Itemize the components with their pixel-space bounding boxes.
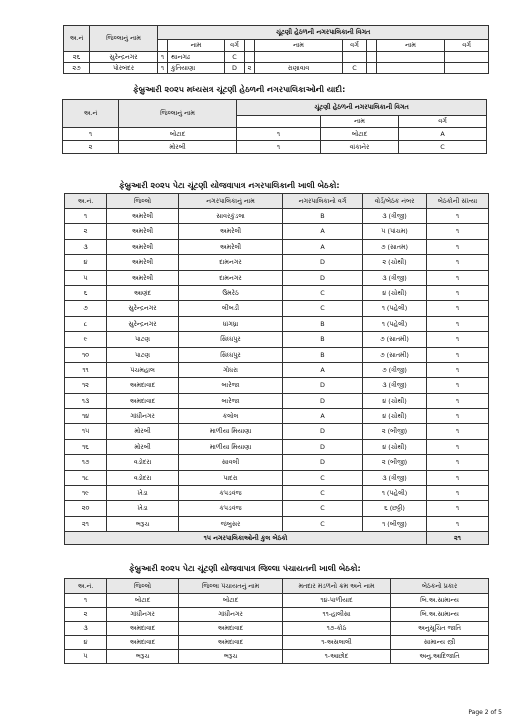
cell-dist: ભરૂચ	[107, 650, 179, 664]
table-row	[65, 209, 489, 224]
cell-const: ૧-અસલાલી	[283, 636, 391, 650]
cell-type: બિ.અ.સામાન્ય	[391, 594, 489, 608]
table-row	[65, 347, 489, 362]
cell-sn: ૪	[65, 636, 107, 650]
cell-dist: ગાંધીનગર	[107, 608, 179, 622]
cell-dist: મોરબી	[107, 439, 179, 454]
cell-sn: ૪	[65, 255, 107, 270]
cell-dp: અમદાવાદ	[179, 636, 283, 650]
cell-seats: ૧	[427, 239, 489, 254]
cell-sn: ૨	[65, 608, 107, 622]
table-row	[65, 239, 489, 254]
cell-ward: ૭ (સાતમ)	[363, 239, 427, 254]
cell-cls: C	[283, 301, 363, 316]
cell-seats: ૧	[427, 332, 489, 347]
cell-const: ૧૭-કોઠ	[283, 622, 391, 636]
table-row: ૨૬ સુરેન્દ્રનગર ૧ થાનગઢ C	[64, 52, 489, 63]
cell-muni: માળીયા મિયાણા	[179, 439, 283, 454]
table-row	[65, 516, 489, 531]
cell-seats: ૧	[427, 486, 489, 501]
cell-dist: આણંદ	[107, 285, 179, 300]
name-header: નામ	[255, 40, 343, 52]
cell-muni: દામનગર	[179, 255, 283, 270]
cell-muni: લીંબડી	[179, 301, 283, 316]
cell-cls: C	[283, 516, 363, 531]
cell-sn: ૫	[65, 270, 107, 285]
class-header: વર્ગ	[225, 40, 245, 52]
cell-muni: ગોધરા	[179, 362, 283, 377]
cell-seats: ૧	[427, 455, 489, 470]
cell-sn: ૧૪	[65, 409, 107, 424]
cell-cls: C	[283, 285, 363, 300]
midterm-municipality-table: અ.નં જિલ્લાનું નામ ચૂંટણી હેઠળની નગરપાલિકાની વિગત નામ વર્ગ ૧ બોટાદ ૧ બોટાદ A ૨ મોરબી ૧ વાંકાનેર C	[62, 99, 487, 154]
cell-dist: અમરેલી	[107, 255, 179, 270]
cell-dp: અમદાવાદ	[179, 622, 283, 636]
cell-ward: ૨ (ચોથી)	[363, 255, 427, 270]
table-row	[65, 393, 489, 408]
cell-dist: ગાંધીનગર	[107, 409, 179, 424]
cell-ward: ૩ (ત્રીજી)	[363, 470, 427, 485]
table-row	[65, 650, 489, 664]
cell-ward: ૪ (ચોથી)	[363, 285, 427, 300]
sn-header: અ.નં	[64, 26, 90, 52]
class-header: વર્ગ	[343, 40, 367, 52]
cell-dist: પાટણ	[107, 347, 179, 362]
table-row	[65, 316, 489, 331]
cell-sn: ૧૫	[65, 424, 107, 439]
cell-muni: જંબુસર	[179, 516, 283, 531]
bypoll-municipality-heading: ફેબ્રુઆરી ૨૦૨૫ પેટા ચૂંટણી યોજવાપાત્ર નગરપાલિકાની ખાલી બેઠકો:	[119, 181, 340, 190]
cell-cls: B	[283, 347, 363, 362]
cell-muni: કપડવંજ	[179, 501, 283, 516]
cell-cls: D	[283, 255, 363, 270]
cell-type: અનુ.આદિજાતિ	[391, 650, 489, 664]
table-row	[65, 486, 489, 501]
cell-cls: B	[283, 332, 363, 347]
cell-muni: ઉમરેઠ	[179, 285, 283, 300]
cell-muni: સાવલી	[179, 455, 283, 470]
cell-ward: ૨ (બીજી)	[363, 424, 427, 439]
cell-type: સામાન્ય સ્ત્રી	[391, 636, 489, 650]
cell-cls: D	[283, 439, 363, 454]
cell-dist: અમદાવાદ	[107, 378, 179, 393]
cell-seats: ૧	[427, 347, 489, 362]
table-row	[65, 608, 489, 622]
cell-muni: સાવરકુંડલા	[179, 209, 283, 224]
cell-cls: D	[283, 424, 363, 439]
table-row	[65, 301, 489, 316]
bypoll-municipality-table: અ.નં. જિલ્લો નગરપાલિકાનું નામ નગરપાલિકાનો વર્ગ વોર્ડ/બેઠક નંબર બેઠકોની સંખ્યા ૧ અમરેલી સાવરકુંડલા B ૩ (ત્રીજી) ૧ ૨ અમરેલી અમરેલી A ૫ (પાંચમ) ૧ ૩ અમરેલી અમરેલી A ૭ (સાતમ) ૧ ૪ અમરેલી દામનગર D ૨ (ચોથી) ૧ ૫ અમરેલી દામનગર D ૩ (ત્રીજી) ૧ ૬ આણંદ ઉમરેઠ C ૪ (ચોથી) ૧ ૭ સુરેન્દ્રનગર લીંબડી C ૧ (પહેલી) ૧ ૮ સુરેન્દ્રનગર ધાંગધ્રા B ૧ (પહેલી) ૧ ૯ પાટણ સિધ્ધપુર B ૭ (સાતમી) ૧ ૧૦ પાટણ સિધ્ધપુર B ૭ (સાતમી) ૧ ૧૧ પંચમહાલ ગોધરા A ૭ (ત્રીજી) ૧ ૧૨ અમદાવાદ બારેજા D ૩ (ત્રીજી) ૧ ૧૩ અમદાવાદ બારેજા D ૪ (ચોથી) ૧ ૧૪ ગાંધીનગર કલોલ A ૪ (ચોથી) ૧ ૧૫ મોરબી માળીયા મિયાણા D ૨ (બીજી) ૧ ૧૬ મોરબી માળીયા મિયાણા D ૪ (ચોથી) ૧ ૧૭ વડોદરા સાવલી D ૨ (બીજી) ૧ ૧૮ વડોદરા પાદરા C ૩ (ત્રીજી) ૧ ૧૯ ખેડા કપડવંજ C ૧ (પહેલી) ૧ ૨૦ ખેડા કપડવંજ C ૬ (છઠ્ઠી) ૧ ૨૧ ભરૂચ જંબુસર C ૧ (બીજી) ૧ ૧૫ નગરપાલિકાઓની કુલ બેઠકો ૨૧	[64, 193, 489, 545]
table-row	[65, 378, 489, 393]
cell-seats: ૧	[427, 209, 489, 224]
cell-sn: ૧	[65, 209, 107, 224]
cell-sn: ૧૮	[65, 470, 107, 485]
cell-ward: ૧ (પહેલી)	[363, 316, 427, 331]
name-header: નામ	[168, 40, 225, 52]
cell-cls: A	[283, 239, 363, 254]
table-row	[65, 424, 489, 439]
cell-type: અનુસૂચિત જાતિ	[391, 622, 489, 636]
midterm-heading: ફેબ્રુઆરી ૨૦૨૫ મધ્યસત્ર ચૂંટણી હેઠળની નગરપાલિકાઓની યાદી:	[133, 85, 346, 94]
cell-seats: ૧	[427, 316, 489, 331]
cell-seats: ૧	[427, 439, 489, 454]
cell-sn: ૯	[65, 332, 107, 347]
cell-sn: ૧૧	[65, 362, 107, 377]
table-row: ૨૭ પોરબંદર ૧ કુતિયાણા D ૨ રાણાવાવ C	[64, 63, 489, 74]
cell-cls: C	[283, 470, 363, 485]
cell-muni: પાદરા	[179, 470, 283, 485]
cell-ward: ૨ (બીજી)	[363, 455, 427, 470]
cell-sn: ૧૨	[65, 378, 107, 393]
table-row: ૨ મોરબી ૧ વાંકાનેર C	[63, 141, 487, 154]
cell-sn: ૮	[65, 316, 107, 331]
cell-sn: ૧	[65, 594, 107, 608]
cell-dist: પાટણ	[107, 332, 179, 347]
cell-cls: B	[283, 316, 363, 331]
bypoll-district-table: અ.નં. જિલ્લો જિલ્લા પંચાયતનું નામ મતદાર મંડળનો ક્રમ અને નામ બેઠકનો પ્રકાર ૧ બોટાદ બોટાદ ૧૪-પાળીયાદ બિ.અ.સામાન્ય ૨ ગાંધીનગર ગાંધીનગર ૧૧-હાલીસા બિ.અ.સામાન્ય ૩ અમદાવાદ અમદાવાદ ૧૭-કોઠ અનુસૂચિત જાતિ ૪ અમદાવાદ અમદાવાદ ૧-અસલાલી સામાન્ય સ્ત્રી ૫ ભરૂચ ભરૂચ ૧-આછોદ અનુ.આદિજાતિ	[64, 578, 489, 664]
cell-const: ૧-આછોદ	[283, 650, 391, 664]
cell-muni: કપડવંજ	[179, 486, 283, 501]
name-header: નામ	[377, 40, 445, 52]
municipality-detail-table	[63, 25, 489, 74]
cell-muni: અમરેલી	[179, 224, 283, 239]
cell-ward: ૩ (ત્રીજી)	[363, 209, 427, 224]
cell-seats: ૧	[427, 362, 489, 377]
table-row	[65, 224, 489, 239]
cell-dist: અમરેલી	[107, 239, 179, 254]
cell-dist: અમદાવાદ	[107, 622, 179, 636]
cell-seats: ૧	[427, 393, 489, 408]
cell-ward: ૪ (ચોથી)	[363, 409, 427, 424]
cell-dist: અમદાવાદ	[107, 636, 179, 650]
cell-muni: સિધ્ધપુર	[179, 347, 283, 362]
cell-cls: A	[283, 362, 363, 377]
cell-muni: માળીયા મિયાણા	[179, 424, 283, 439]
cell-cls: D	[283, 270, 363, 285]
cell-seats: ૧	[427, 301, 489, 316]
table-row	[65, 622, 489, 636]
cell-ward: ૬ (છઠ્ઠી)	[363, 501, 427, 516]
district-header: જિલ્લાનું નામ	[90, 26, 158, 52]
cell-ward: ૭ (સાતમી)	[363, 347, 427, 362]
cell-cls: A	[283, 409, 363, 424]
cell-muni: અમરેલી	[179, 239, 283, 254]
class-header: વર્ગ	[445, 40, 489, 52]
cell-seats: ૧	[427, 424, 489, 439]
cell-sn: ૨૦	[65, 501, 107, 516]
cell-seats: ૧	[427, 378, 489, 393]
cell-sn: ૧૦	[65, 347, 107, 362]
cell-sn: ૧૭	[65, 455, 107, 470]
cell-const: ૧૪-પાળીયાદ	[283, 594, 391, 608]
cell-dist: મોરબી	[107, 424, 179, 439]
cell-seats: ૧	[427, 516, 489, 531]
cell-dist: વડોદરા	[107, 455, 179, 470]
table-row	[65, 285, 489, 300]
total-row: ૧૫ નગરપાલિકાઓની કુલ બેઠકો ૨૧	[65, 532, 489, 545]
cell-dist: અમરેલી	[107, 270, 179, 285]
cell-sn: ૩	[65, 239, 107, 254]
cell-muni: દામનગર	[179, 270, 283, 285]
cell-dist: સુરેન્દ્રનગર	[107, 316, 179, 331]
cell-seats: ૧	[427, 501, 489, 516]
cell-sn: ૬	[65, 285, 107, 300]
cell-cls: C	[283, 501, 363, 516]
cell-ward: ૩ (ત્રીજી)	[363, 378, 427, 393]
cell-sn: ૩	[65, 622, 107, 636]
cell-ward: ૩ (ત્રીજી)	[363, 270, 427, 285]
cell-sn: ૨	[65, 224, 107, 239]
cell-dist: અમરેલી	[107, 224, 179, 239]
table-row	[65, 332, 489, 347]
cell-ward: ૪ (ચોથી)	[363, 393, 427, 408]
cell-ward: ૭ (સાતમી)	[363, 332, 427, 347]
cell-sn: ૧૯	[65, 486, 107, 501]
table-row	[65, 409, 489, 424]
cell-sn: ૧૩	[65, 393, 107, 408]
cell-cls: B	[283, 209, 363, 224]
cell-dist: ખેડા	[107, 486, 179, 501]
cell-dist: બોટાદ	[107, 594, 179, 608]
table-row	[65, 501, 489, 516]
cell-sn: ૧૬	[65, 439, 107, 454]
table-row	[65, 470, 489, 485]
table-row	[65, 439, 489, 454]
cell-ward: ૧ (બીજી)	[363, 516, 427, 531]
table-row	[65, 362, 489, 377]
cell-seats: ૧	[427, 224, 489, 239]
cell-dist: ભરૂચ	[107, 516, 179, 531]
cell-dist: અમદાવાદ	[107, 393, 179, 408]
cell-dist: વડોદરા	[107, 470, 179, 485]
cell-cls: C	[283, 486, 363, 501]
cell-seats: ૧	[427, 270, 489, 285]
cell-sn: ૨૧	[65, 516, 107, 531]
cell-ward: ૧ (પહેલી)	[363, 301, 427, 316]
detail-header: ચૂંટણી હેઠળની નગરપાલિકાની વિગત	[158, 26, 489, 40]
cell-type: બિ.અ.સામાન્ય	[391, 608, 489, 622]
cell-sn: ૭	[65, 301, 107, 316]
cell-dist: અમરેલી	[107, 209, 179, 224]
table-row	[65, 636, 489, 650]
page-number: Page 2 of 5	[468, 709, 502, 716]
table-row	[65, 455, 489, 470]
cell-dist: પંચમહાલ	[107, 362, 179, 377]
cell-ward: ૫ (પાંચમ)	[363, 224, 427, 239]
table-row: ૧ બોટાદ ૧ બોટાદ A	[63, 128, 487, 141]
cell-cls: D	[283, 378, 363, 393]
cell-seats: ૧	[427, 470, 489, 485]
cell-dist: સુરેન્દ્રનગર	[107, 301, 179, 316]
cell-dist: ખેડા	[107, 501, 179, 516]
cell-seats: ૧	[427, 285, 489, 300]
cell-muni: કલોલ	[179, 409, 283, 424]
cell-muni: બારેજા	[179, 378, 283, 393]
cell-dp: બોટાદ	[179, 594, 283, 608]
cell-ward: ૧ (પહેલી)	[363, 486, 427, 501]
table-row	[65, 270, 489, 285]
cell-cls: D	[283, 455, 363, 470]
cell-ward: ૭ (ત્રીજી)	[363, 362, 427, 377]
cell-sn: ૫	[65, 650, 107, 664]
cell-cls: D	[283, 393, 363, 408]
bypoll-district-heading: ફેબ્રુઆરી ૨૦૨૫ પેટા ચૂંટણી યોજવાપાત્ર જિલ્લા પંચાયતની ખાલી બેઠકો:	[129, 564, 361, 573]
cell-const: ૧૧-હાલીસા	[283, 608, 391, 622]
table-row	[65, 594, 489, 608]
cell-seats: ૧	[427, 255, 489, 270]
cell-seats: ૧	[427, 409, 489, 424]
cell-dp: ભરૂચ	[179, 650, 283, 664]
cell-muni: બારેજા	[179, 393, 283, 408]
cell-muni: સિધ્ધપુર	[179, 332, 283, 347]
cell-cls: A	[283, 224, 363, 239]
cell-ward: ૪ (ચોથી)	[363, 439, 427, 454]
table-row	[65, 255, 489, 270]
cell-muni: ધાંગધ્રા	[179, 316, 283, 331]
cell-dp: ગાંધીનગર	[179, 608, 283, 622]
